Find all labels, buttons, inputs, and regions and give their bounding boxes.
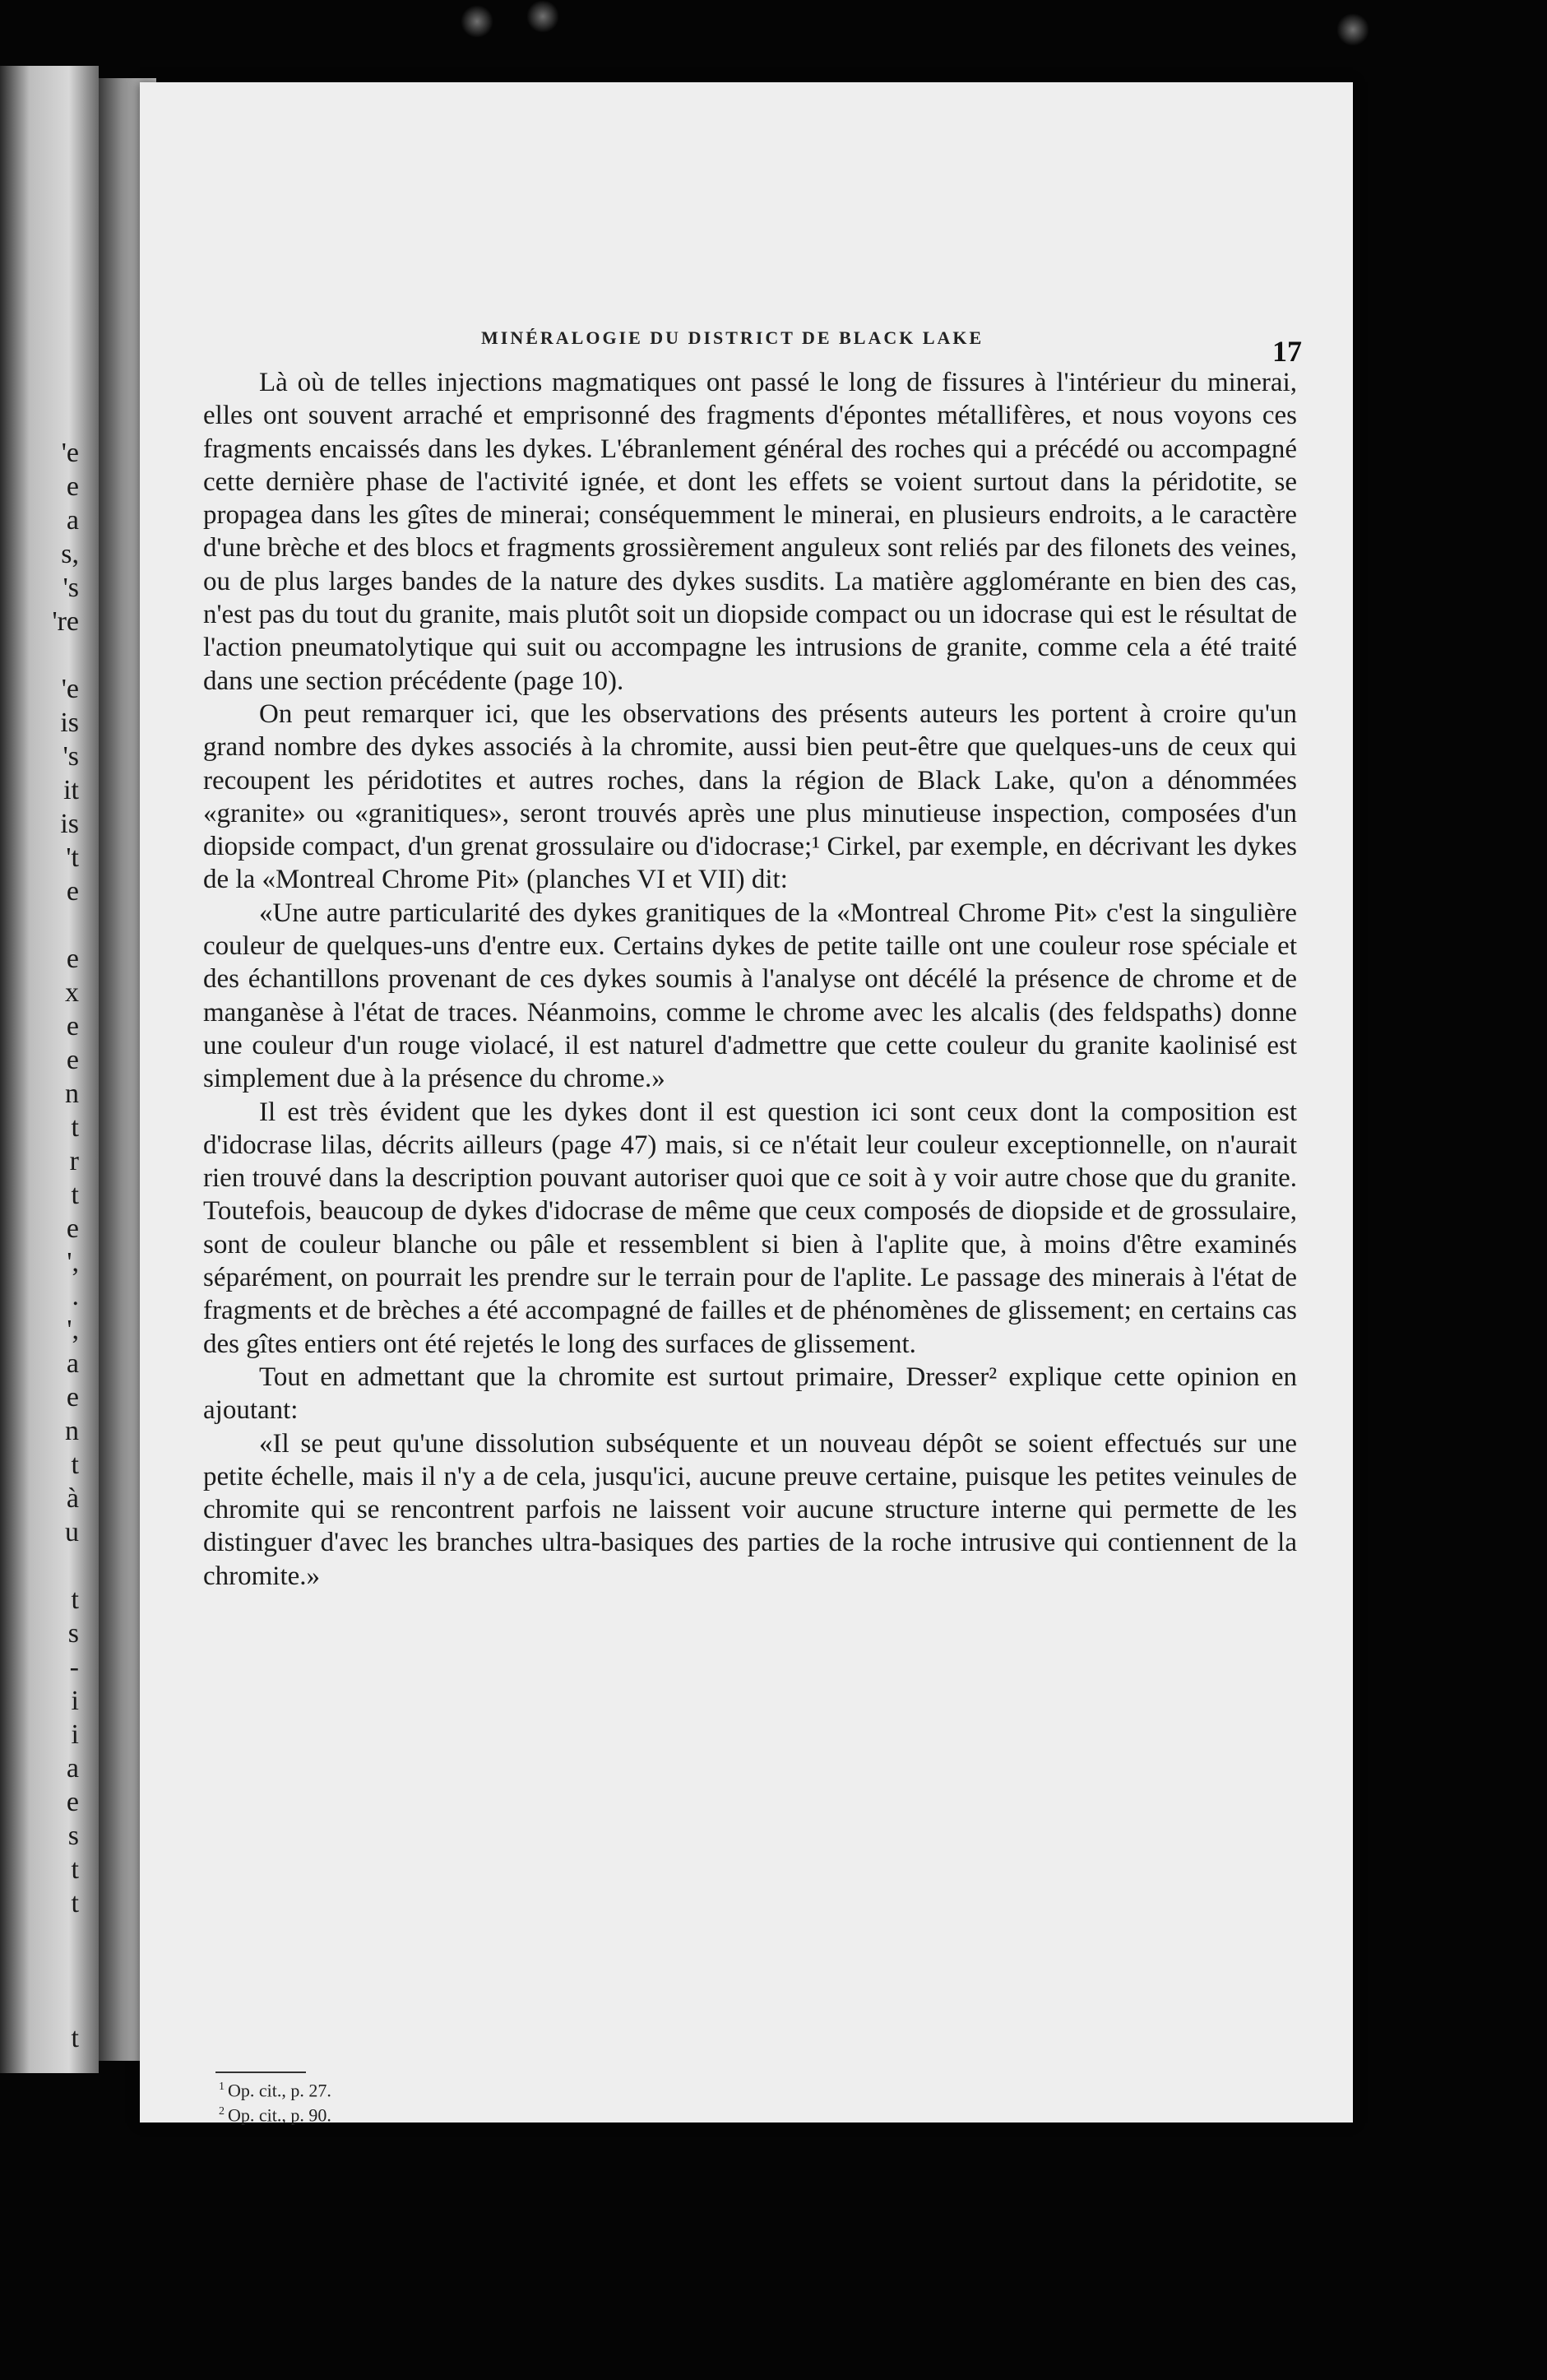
footnote-text: Op. cit., p. 90. xyxy=(228,2104,331,2126)
footnote xyxy=(219,2076,331,2101)
footnote-text: Op. cit., p. 27. xyxy=(228,2080,331,2101)
paragraph: Là où de telles injections magmatiques ont passé le long de fissures à l'intérieur du minerai, elles ont souvent arraché et emprisonné des fragments d'épontes métallifères, et nous voyons ces fragments encaissés dans les dykes. L'ébranlement général des roches qui a précédé ou accompagné cette dernière phase de l'activité ignée, et dont les effets se voient surtout dans la péridotite, se propagea dans les gîtes de minerai; conséquemment le minerai, en plusieurs endroits, a le caractère d'une brèche et des blocs et fragments grossièrement anguleux sont reliés par des filonets des veines, ou de plus larges bandes de la nature des dykes susdits. La matière agglomérante en bien des cas, n'est pas du tout du granite, mais plutôt soit un diopside compact ou un idocrase qui est le résultat de l'action pneumatolytique qui suit ou accompagne les intrusions de granite, comme cela a été traité dans une section précédente (page 10). xyxy=(203,368,1297,696)
footnotes xyxy=(219,2076,331,2127)
film-speck xyxy=(1336,13,1369,46)
footnote-mark: 1 xyxy=(219,2081,225,2093)
paragraph: Tout en admettant que la chromite est surtout primaire, Dresser² explique cette opinion en ajoutant: xyxy=(203,1362,1297,1426)
body-text xyxy=(203,366,1297,1593)
running-head: MINÉRALOGIE DU DISTRICT DE BLACK LAKE xyxy=(481,327,984,348)
film-speck xyxy=(526,0,559,33)
page-number: 17 xyxy=(1272,335,1302,368)
previous-page-edge xyxy=(0,66,99,2073)
film-speck xyxy=(461,5,493,38)
paragraph: On peut remarquer ici, que les observations des présents auteurs les portent à croire qu'un grand nombre des dykes associés à la chromite, aussi bien peut-être que quelques-uns de ceux qui recoupent les péridotites et autres roches, dans la région de Black Lake, qu'on a dénommées «granite» ou «granitiques», seront trouvés après une plus minutieuse inspection, composées d'un diopside compact, d'un grenat grossulaire ou d'idocrase;¹ Cirkel, par exemple, en décrivant les dykes de la «Montreal Chrome Pit» (planches VI et VII) dit: xyxy=(203,698,1297,895)
previous-page-text-fragments: 'e e a s, 's 're 'e is 's it is 't e e x e e n t r t e ', . ', a e n t à u t s - i i a e s t t t xyxy=(52,438,79,2053)
footnote-mark: 2 xyxy=(219,2105,225,2118)
paragraph: Il est très évident que les dykes dont il est question ici sont ceux dont la composition est d'idocrase lilas, décrits ailleurs (page 47) mais, si ce n'était leur couleur exceptionnelle, on n'aurait rien trouvé dans la description pouvant autoriser quoi que ce soit à y voir autre chose que du granite. Toutefois, beaucoup de dykes d'idocrase de même que ceux composés de diopside et de grossulaire, sont de couleur blanche ou pâle et ressemblent si bien à l'aplite que, à moins d'être examinés séparément, on pourrait les prendre sur le terrain pour de l'aplite. Le passage des minerais à l'état de fragments et de brèches a été accompagné de failles et de phénomènes de glissement; en certains cas des gîtes entiers ont été rejetés le long des surfaces de glissement. xyxy=(203,1097,1297,1359)
quoted-paragraph: «Il se peut qu'une dissolution subséquente et un nouveau dépôt se soient effectués sur une petite échelle, mais il n'y a de cela, jusqu'ici, aucune preuve certaine, puisque les petites veinules de chromite qui se rencontrent parfois ne laissent voir aucune structure interne qui permette de les distinguer d'avec les branches ultra-basiques des parties de la roche intrusive qui contiennent de la chromite.» xyxy=(203,1428,1297,1591)
quoted-paragraph: «Une autre particularité des dykes granitiques de la «Montreal Chrome Pit» c'est la singulière couleur de quelques-uns d'entre eux. Certains dykes de petite taille ont une couleur rose spéciale et des échantillons provenant de ces dykes soumis à l'analyse ont décélé la présence de chrome et de manganèse à l'état de traces. Néanmoins, comme le chrome avec les alcalis (des feldspaths) donne une couleur d'un rouge violacé, il est naturel d'admettre que cette couleur du granite kaolinisé est simplement due à la présence du chrome.» xyxy=(203,898,1297,1094)
footnote-divider xyxy=(215,2071,306,2073)
footnote xyxy=(219,2101,331,2126)
